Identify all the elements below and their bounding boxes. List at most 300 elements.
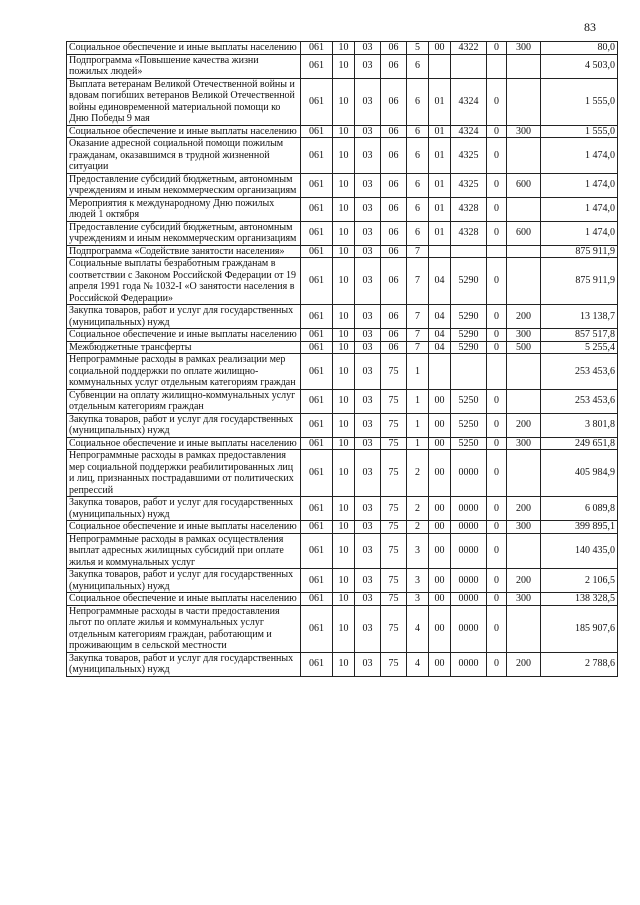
item-name-cell: Мероприятия к международному Дню пожилых людей 1 октября [67,197,301,221]
subprogram-code-cell: 6 [407,197,429,221]
expense-type-code-cell: 200 [507,652,541,676]
table-row [67,533,618,569]
direction-code-cell: 0000 [451,652,487,676]
ext-code-cell: 0 [487,138,507,174]
item-name-cell: Межбюджетные трансферты [67,341,301,354]
expense-type-code-cell: 200 [507,413,541,437]
ext-code-cell: 0 [487,450,507,497]
ext-code-cell: 0 [487,497,507,521]
table-row [67,258,618,305]
amount-cell: 4 503,0 [541,54,618,78]
admin-code-cell: 061 [301,54,333,78]
main-event-code-cell: 04 [429,341,451,354]
section-code-cell: 10 [333,569,355,593]
section-code-cell: 10 [333,652,355,676]
main-event-code-cell: 00 [429,652,451,676]
program-code-cell: 06 [381,125,407,138]
table-row [67,605,618,652]
subprogram-code-cell: 6 [407,78,429,125]
subprogram-code-cell: 1 [407,389,429,413]
amount-cell: 2 788,6 [541,652,618,676]
section-code-cell: 10 [333,197,355,221]
section-code-cell: 10 [333,341,355,354]
section-code-cell: 10 [333,54,355,78]
amount-cell: 399 895,1 [541,521,618,534]
program-code-cell: 75 [381,413,407,437]
direction-code-cell: 0000 [451,521,487,534]
main-event-code-cell: 01 [429,221,451,245]
subsection-code-cell: 03 [355,521,381,534]
admin-code-cell: 061 [301,138,333,174]
expense-type-code-cell: 200 [507,305,541,329]
subprogram-code-cell: 2 [407,450,429,497]
main-event-code-cell: 00 [429,497,451,521]
direction-code-cell: 0000 [451,569,487,593]
expense-type-code-cell: 200 [507,497,541,521]
program-code-cell: 75 [381,437,407,450]
subprogram-code-cell: 7 [407,305,429,329]
item-name-cell: Непрограммные расходы в рамках реализации мер социальной поддержки по оплате жилищно-коммунальных услуг отдельным категориям граждан [67,354,301,390]
table-row [67,329,618,342]
ext-code-cell: 0 [487,305,507,329]
budget-table [66,41,618,677]
program-code-cell: 06 [381,305,407,329]
item-name-cell: Социальное обеспечение и иные выплаты населению [67,437,301,450]
subprogram-code-cell: 6 [407,138,429,174]
expense-type-code-cell: 300 [507,593,541,606]
ext-code-cell [487,54,507,78]
admin-code-cell: 061 [301,125,333,138]
section-code-cell: 10 [333,497,355,521]
table-row [67,413,618,437]
program-code-cell: 06 [381,138,407,174]
table-row [67,173,618,197]
amount-cell: 1 474,0 [541,221,618,245]
table-row [67,245,618,258]
amount-cell: 3 801,8 [541,413,618,437]
expense-type-code-cell: 300 [507,329,541,342]
admin-code-cell: 061 [301,197,333,221]
program-code-cell: 06 [381,42,407,55]
subsection-code-cell: 03 [355,413,381,437]
ext-code-cell [487,354,507,390]
program-code-cell: 75 [381,605,407,652]
direction-code-cell: 5250 [451,389,487,413]
subsection-code-cell: 03 [355,533,381,569]
item-name-cell: Предоставление субсидий бюджетным, автономным учреждениям и иным некоммерческим организациям [67,221,301,245]
item-name-cell: Закупка товаров, работ и услуг для государственных (муниципальных) нужд [67,305,301,329]
ext-code-cell: 0 [487,593,507,606]
item-name-cell: Непрограммные расходы в рамках осуществления выплат адресных жилищных субсидий при оплате жилья и коммунальных услуг [67,533,301,569]
main-event-code-cell [429,54,451,78]
ext-code-cell: 0 [487,389,507,413]
table-row [67,652,618,676]
admin-code-cell: 061 [301,341,333,354]
item-name-cell: Субвенции на оплату жилищно-коммунальных услуг отдельным категориям граждан [67,389,301,413]
admin-code-cell: 061 [301,593,333,606]
section-code-cell: 10 [333,605,355,652]
section-code-cell: 10 [333,42,355,55]
program-code-cell: 06 [381,258,407,305]
subprogram-code-cell: 7 [407,258,429,305]
subprogram-code-cell: 7 [407,341,429,354]
expense-type-code-cell: 300 [507,125,541,138]
main-event-code-cell: 00 [429,605,451,652]
amount-cell: 185 907,6 [541,605,618,652]
ext-code-cell: 0 [487,258,507,305]
table-row [67,450,618,497]
subprogram-code-cell: 4 [407,605,429,652]
program-code-cell: 06 [381,197,407,221]
admin-code-cell: 061 [301,450,333,497]
admin-code-cell: 061 [301,389,333,413]
main-event-code-cell: 00 [429,413,451,437]
program-code-cell: 75 [381,389,407,413]
subprogram-code-cell: 2 [407,521,429,534]
section-code-cell: 10 [333,437,355,450]
program-code-cell: 75 [381,652,407,676]
program-code-cell: 06 [381,78,407,125]
subsection-code-cell: 03 [355,593,381,606]
subsection-code-cell: 03 [355,197,381,221]
item-name-cell: Социальное обеспечение и иные выплаты населению [67,593,301,606]
subprogram-code-cell: 6 [407,125,429,138]
main-event-code-cell: 04 [429,258,451,305]
subprogram-code-cell: 4 [407,652,429,676]
ext-code-cell: 0 [487,78,507,125]
expense-type-code-cell [507,354,541,390]
subsection-code-cell: 03 [355,78,381,125]
table-row [67,389,618,413]
subsection-code-cell: 03 [355,138,381,174]
expense-type-code-cell: 200 [507,569,541,593]
main-event-code-cell: 01 [429,197,451,221]
section-code-cell: 10 [333,78,355,125]
ext-code-cell: 0 [487,329,507,342]
table-row [67,138,618,174]
subsection-code-cell: 03 [355,221,381,245]
admin-code-cell: 061 [301,413,333,437]
amount-cell: 140 435,0 [541,533,618,569]
subprogram-code-cell: 3 [407,593,429,606]
table-row [67,78,618,125]
expense-type-code-cell [507,533,541,569]
expense-type-code-cell [507,450,541,497]
table-row [67,221,618,245]
table-row [67,197,618,221]
section-code-cell: 10 [333,354,355,390]
subsection-code-cell: 03 [355,652,381,676]
table-row [67,497,618,521]
subsection-code-cell: 03 [355,450,381,497]
direction-code-cell: 0000 [451,605,487,652]
section-code-cell: 10 [333,245,355,258]
admin-code-cell: 061 [301,533,333,569]
admin-code-cell: 061 [301,329,333,342]
item-name-cell: Социальное обеспечение и иные выплаты населению [67,329,301,342]
subprogram-code-cell: 1 [407,354,429,390]
expense-type-code-cell: 600 [507,173,541,197]
subprogram-code-cell: 5 [407,42,429,55]
table-row [67,569,618,593]
subsection-code-cell: 03 [355,354,381,390]
admin-code-cell: 061 [301,497,333,521]
page-number: 83 [584,20,596,34]
subsection-code-cell: 03 [355,605,381,652]
item-name-cell: Социальные выплаты безработным гражданам в соответствии с Законом Российской Федерации от 19 апреля 1991 года № 1032-I «О занятости населения в Российской Федерации» [67,258,301,305]
ext-code-cell: 0 [487,437,507,450]
ext-code-cell: 0 [487,569,507,593]
admin-code-cell: 061 [301,245,333,258]
expense-type-code-cell [507,389,541,413]
table-row [67,354,618,390]
subsection-code-cell: 03 [355,173,381,197]
ext-code-cell: 0 [487,42,507,55]
main-event-code-cell: 00 [429,521,451,534]
amount-cell: 1 474,0 [541,173,618,197]
main-event-code-cell: 00 [429,569,451,593]
main-event-code-cell [429,354,451,390]
table-row [67,305,618,329]
main-event-code-cell: 00 [429,533,451,569]
subsection-code-cell: 03 [355,125,381,138]
table-row [67,54,618,78]
direction-code-cell: 5290 [451,305,487,329]
subsection-code-cell: 03 [355,329,381,342]
expense-type-code-cell: 500 [507,341,541,354]
ext-code-cell: 0 [487,197,507,221]
amount-cell: 138 328,5 [541,593,618,606]
item-name-cell: Предоставление субсидий бюджетным, автономным учреждениям и иным некоммерческим организациям [67,173,301,197]
section-code-cell: 10 [333,138,355,174]
ext-code-cell: 0 [487,605,507,652]
subsection-code-cell: 03 [355,245,381,258]
item-name-cell: Подпрограмма «Повышение качества жизни пожилых людей» [67,54,301,78]
expense-type-code-cell [507,605,541,652]
subsection-code-cell: 03 [355,389,381,413]
main-event-code-cell: 04 [429,329,451,342]
program-code-cell: 06 [381,173,407,197]
ext-code-cell: 0 [487,221,507,245]
ext-code-cell: 0 [487,521,507,534]
section-code-cell: 10 [333,173,355,197]
amount-cell: 1 474,0 [541,138,618,174]
direction-code-cell: 0000 [451,593,487,606]
main-event-code-cell: 01 [429,173,451,197]
amount-cell: 5 255,4 [541,341,618,354]
expense-type-code-cell [507,138,541,174]
admin-code-cell: 061 [301,437,333,450]
ext-code-cell [487,245,507,258]
amount-cell: 405 984,9 [541,450,618,497]
subprogram-code-cell: 6 [407,54,429,78]
section-code-cell: 10 [333,258,355,305]
admin-code-cell: 061 [301,354,333,390]
expense-type-code-cell [507,78,541,125]
section-code-cell: 10 [333,521,355,534]
budget-table-body [67,42,618,677]
item-name-cell: Социальное обеспечение и иные выплаты населению [67,42,301,55]
subprogram-code-cell: 2 [407,497,429,521]
program-code-cell: 75 [381,521,407,534]
subprogram-code-cell: 1 [407,413,429,437]
amount-cell: 875 911,9 [541,258,618,305]
item-name-cell: Оказание адресной социальной помощи пожилым гражданам, оказавшимся в трудной жизненной ситуации [67,138,301,174]
admin-code-cell: 061 [301,258,333,305]
section-code-cell: 10 [333,593,355,606]
main-event-code-cell: 00 [429,42,451,55]
expense-type-code-cell: 600 [507,221,541,245]
program-code-cell: 75 [381,497,407,521]
amount-cell: 857 517,8 [541,329,618,342]
item-name-cell: Закупка товаров, работ и услуг для государственных (муниципальных) нужд [67,497,301,521]
item-name-cell: Закупка товаров, работ и услуг для государственных (муниципальных) нужд [67,652,301,676]
amount-cell: 6 089,8 [541,497,618,521]
expense-type-code-cell: 300 [507,437,541,450]
item-name-cell: Социальное обеспечение и иные выплаты населению [67,125,301,138]
subprogram-code-cell: 7 [407,329,429,342]
subprogram-code-cell: 6 [407,173,429,197]
subsection-code-cell: 03 [355,569,381,593]
direction-code-cell: 5290 [451,329,487,342]
subprogram-code-cell: 7 [407,245,429,258]
direction-code-cell: 4324 [451,78,487,125]
main-event-code-cell [429,245,451,258]
direction-code-cell: 5250 [451,413,487,437]
direction-code-cell [451,54,487,78]
direction-code-cell: 0000 [451,450,487,497]
section-code-cell: 10 [333,450,355,497]
ext-code-cell: 0 [487,413,507,437]
main-event-code-cell: 01 [429,125,451,138]
direction-code-cell: 0000 [451,497,487,521]
expense-type-code-cell [507,258,541,305]
direction-code-cell [451,354,487,390]
section-code-cell: 10 [333,389,355,413]
program-code-cell: 75 [381,593,407,606]
item-name-cell: Закупка товаров, работ и услуг для государственных (муниципальных) нужд [67,569,301,593]
main-event-code-cell: 00 [429,450,451,497]
expense-type-code-cell [507,245,541,258]
table-row [67,125,618,138]
program-code-cell: 06 [381,221,407,245]
subprogram-code-cell: 3 [407,569,429,593]
subsection-code-cell: 03 [355,341,381,354]
expense-type-code-cell: 300 [507,42,541,55]
program-code-cell: 06 [381,329,407,342]
table-row [67,42,618,55]
program-code-cell: 06 [381,341,407,354]
direction-code-cell: 4324 [451,125,487,138]
ext-code-cell: 0 [487,533,507,569]
ext-code-cell: 0 [487,125,507,138]
admin-code-cell: 061 [301,605,333,652]
amount-cell: 249 651,8 [541,437,618,450]
subsection-code-cell: 03 [355,42,381,55]
program-code-cell: 75 [381,533,407,569]
item-name-cell: Подпрограмма «Содействие занятости населения» [67,245,301,258]
subsection-code-cell: 03 [355,437,381,450]
item-name-cell: Непрограммные расходы в части предоставления льгот по оплате жилья и коммунальных услуг отдельным категориям граждан, работающим и проживающим в сельской местности [67,605,301,652]
admin-code-cell: 061 [301,521,333,534]
section-code-cell: 10 [333,221,355,245]
amount-cell: 1 474,0 [541,197,618,221]
subprogram-code-cell: 6 [407,221,429,245]
direction-code-cell: 5290 [451,341,487,354]
admin-code-cell: 061 [301,305,333,329]
amount-cell: 1 555,0 [541,78,618,125]
direction-code-cell: 5290 [451,258,487,305]
admin-code-cell: 061 [301,221,333,245]
main-event-code-cell: 00 [429,593,451,606]
direction-code-cell: 5250 [451,437,487,450]
direction-code-cell [451,245,487,258]
table-row [67,437,618,450]
main-event-code-cell: 01 [429,138,451,174]
program-code-cell: 75 [381,354,407,390]
ext-code-cell: 0 [487,173,507,197]
expense-type-code-cell [507,54,541,78]
section-code-cell: 10 [333,413,355,437]
table-row [67,593,618,606]
main-event-code-cell: 01 [429,78,451,125]
amount-cell: 253 453,6 [541,389,618,413]
subsection-code-cell: 03 [355,305,381,329]
main-event-code-cell: 04 [429,305,451,329]
admin-code-cell: 061 [301,42,333,55]
direction-code-cell: 0000 [451,533,487,569]
section-code-cell: 10 [333,329,355,342]
direction-code-cell: 4322 [451,42,487,55]
item-name-cell: Закупка товаров, работ и услуг для государственных (муниципальных) нужд [67,413,301,437]
program-code-cell: 06 [381,245,407,258]
subprogram-code-cell: 3 [407,533,429,569]
item-name-cell: Непрограммные расходы в рамках предоставления мер социальной поддержки реабилитированных лиц и лиц, признанных пострадавшими от политических репрессий [67,450,301,497]
subprogram-code-cell: 1 [407,437,429,450]
section-code-cell: 10 [333,125,355,138]
main-event-code-cell: 00 [429,437,451,450]
main-event-code-cell: 00 [429,389,451,413]
item-name-cell: Выплата ветеранам Великой Отечественной войны и вдовам погибших ветеранов Великой Отечественной войны единовременной материальной помощи ко Дню Победы 9 мая [67,78,301,125]
admin-code-cell: 061 [301,78,333,125]
section-code-cell: 10 [333,533,355,569]
amount-cell: 80,0 [541,42,618,55]
direction-code-cell: 4325 [451,138,487,174]
direction-code-cell: 4325 [451,173,487,197]
section-code-cell: 10 [333,305,355,329]
table-row [67,341,618,354]
table-row [67,521,618,534]
program-code-cell: 75 [381,569,407,593]
amount-cell: 1 555,0 [541,125,618,138]
amount-cell: 13 138,7 [541,305,618,329]
admin-code-cell: 061 [301,173,333,197]
item-name-cell: Социальное обеспечение и иные выплаты населению [67,521,301,534]
expense-type-code-cell [507,197,541,221]
amount-cell: 2 106,5 [541,569,618,593]
subsection-code-cell: 03 [355,258,381,305]
expense-type-code-cell: 300 [507,521,541,534]
subsection-code-cell: 03 [355,54,381,78]
admin-code-cell: 061 [301,652,333,676]
amount-cell: 875 911,9 [541,245,618,258]
admin-code-cell: 061 [301,569,333,593]
program-code-cell: 75 [381,450,407,497]
direction-code-cell: 4328 [451,221,487,245]
program-code-cell: 06 [381,54,407,78]
subsection-code-cell: 03 [355,497,381,521]
ext-code-cell: 0 [487,341,507,354]
